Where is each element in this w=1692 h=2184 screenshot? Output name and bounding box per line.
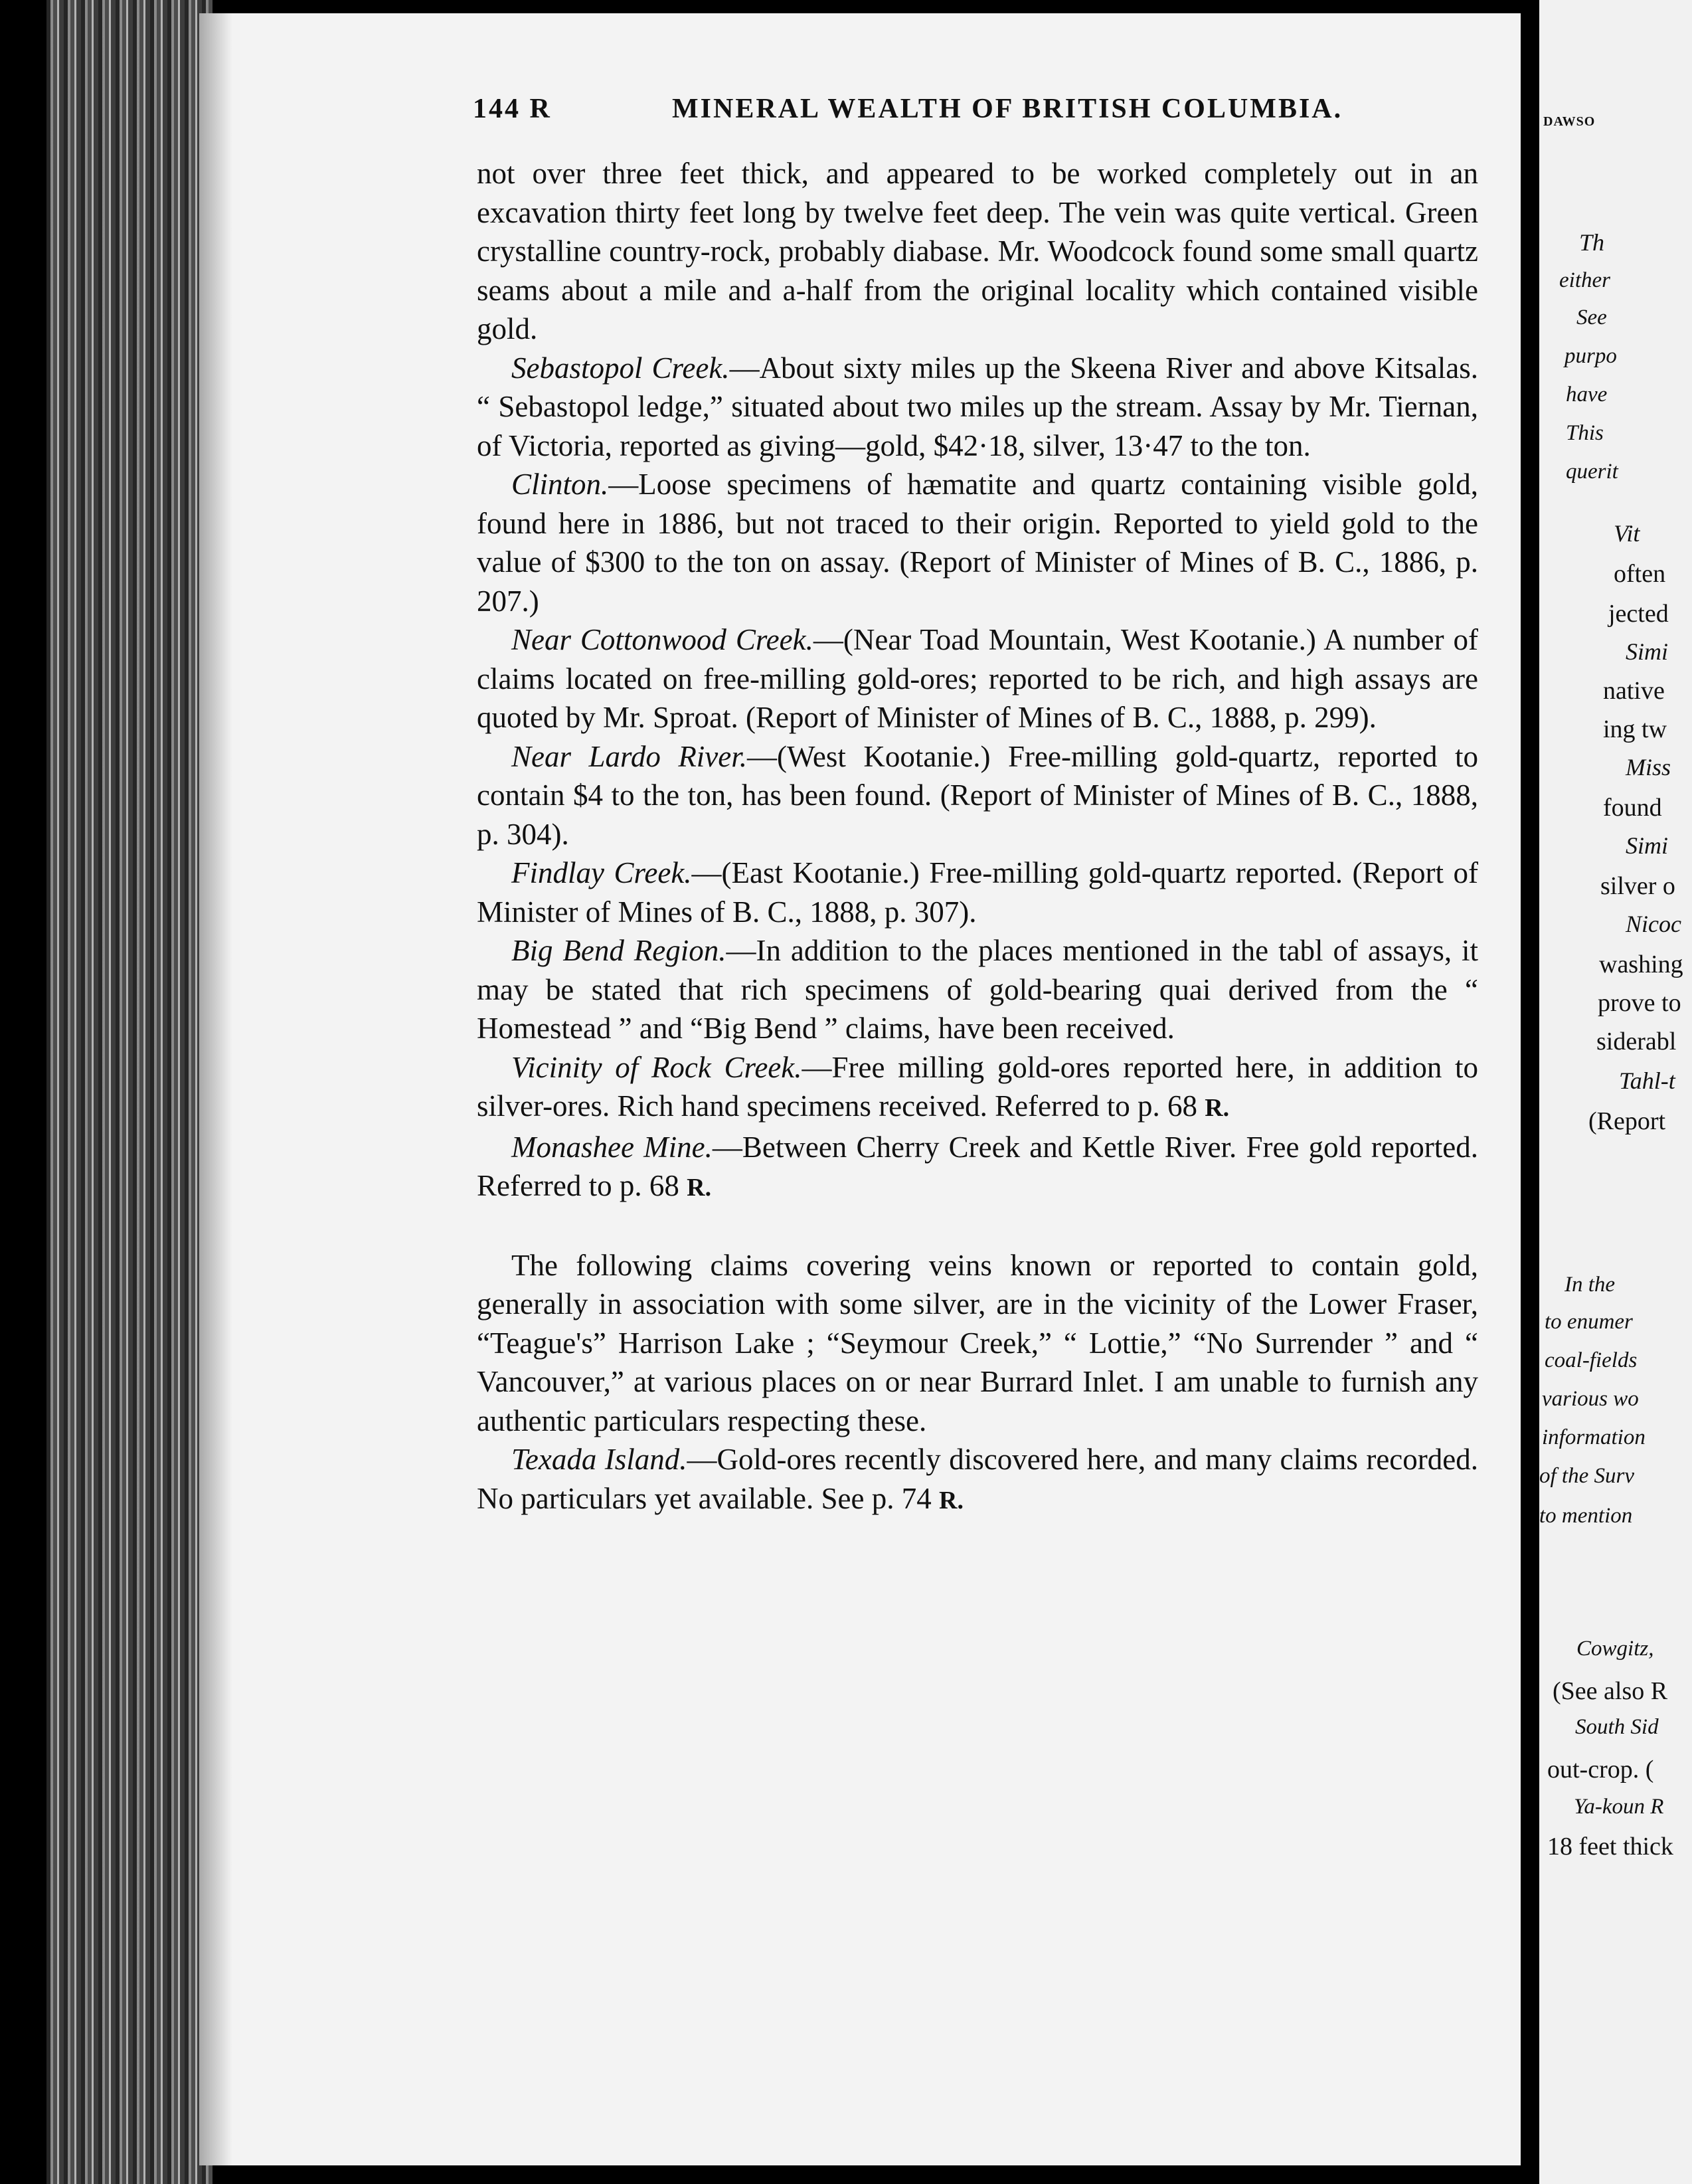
paragraph-lead: Sebastopol Creek. [511, 351, 730, 385]
gutter-shadow [199, 13, 232, 2165]
adjacent-line: Vit [1614, 520, 1640, 547]
adjacent-line: Ya-koun R [1574, 1795, 1664, 1819]
adjacent-line: siderabl [1596, 1028, 1677, 1055]
adjacent-line: Cowgitz, [1576, 1637, 1654, 1661]
paragraph [477, 931, 1478, 1048]
adjacent-page-strip [1539, 0, 1692, 2184]
adjacent-line: coal-fields [1545, 1348, 1638, 1372]
adjacent-line: ing tw [1603, 715, 1667, 743]
adjacent-line: Simi [1626, 832, 1669, 859]
adjacent-line: found [1603, 794, 1662, 822]
adjacent-line: Th [1579, 229, 1605, 256]
paragraph-lead: Near Lardo River. [511, 739, 748, 773]
adjacent-line: washing [1599, 951, 1683, 978]
adjacent-line: to mention [1539, 1504, 1633, 1528]
paragraph-body: —(West Kootanie.) Free-milling gold-quartz, reported to contain $4 to the ton, has been found. (Report of Minister of Mines of B. C., 1888, p. 304). [477, 739, 1478, 851]
paragraph [477, 737, 1478, 854]
adjacent-line: querit [1566, 460, 1618, 484]
paragraph-body: —Free milling gold-ores reported here, in addition to silver-ores. Rich hand specimens received. Referred to p. 68 [477, 1050, 1478, 1123]
adjacent-line: out-crop. ( [1547, 1756, 1654, 1783]
paragraph-body: —(Near Toad Mountain, West Kootanie.) A number of claims located on free-milling gold-ores; reported to be rich, and high assays are quoted by Mr. Sproat. (Report of Minister of Mines of B. C., 1888, p. 299). [477, 623, 1478, 734]
adjacent-line: have [1566, 383, 1608, 407]
adjacent-line: Miss [1626, 754, 1671, 780]
paragraph [477, 349, 1478, 466]
running-title: MINERAL WEALTH OF BRITISH COLUMBIA. [672, 94, 1343, 124]
adjacent-line: often [1614, 560, 1666, 588]
paragraph [477, 1246, 1478, 1441]
adjacent-line: either [1559, 268, 1610, 292]
adjacent-line: information [1542, 1425, 1646, 1449]
paragraph-body: The following claims covering veins known or reported to contain gold, generally in association with some silver, are in the vicinity of the Lower Fraser, “Teague's” Harrison Lake ; “Seymour Creek,” “ Lottie,” “No Surrender ” and “ Vancouver,” at various places on or near Burrard Inlet. I am unable to furnish any authentic particulars respecting these. [477, 1248, 1478, 1437]
running-header [473, 93, 1482, 139]
paragraph [477, 1128, 1478, 1208]
adjacent-line: This [1566, 421, 1604, 445]
adjacent-line: Tahl-t [1619, 1067, 1675, 1094]
adjacent-line: South Sid [1575, 1715, 1659, 1739]
page-ref-suffix: R. [939, 1486, 964, 1514]
adjacent-line: Simi [1626, 638, 1669, 665]
paragraph [477, 154, 1478, 349]
adjacent-page-header: DAWSO [1543, 114, 1596, 129]
paragraph-lead: Monashee Mine. [511, 1130, 713, 1164]
adjacent-line: prove to [1598, 989, 1681, 1017]
paragraph-body: —In addition to the places mentioned in the tabl of assays, it may be stated that rich specimens of gold-bearing quai derived from the “ Homestead ” and “Big Bend ” claims, have been received. [477, 934, 1478, 1045]
paragraph-lead: Clinton. [511, 468, 609, 501]
page-number: 144 R [473, 94, 552, 124]
adjacent-line: to enumer [1545, 1310, 1633, 1334]
adjacent-line: In the [1565, 1273, 1616, 1297]
paragraph-lead: Vicinity of Rock Creek. [511, 1050, 802, 1084]
paragraph-lead: Texada Island. [511, 1443, 687, 1476]
paragraph-body: —About sixty miles up the Skeena River and above Kitsalas. “ Sebastopol ledge,” situated about two miles up the stream. Assay by Mr. Tiernan, of Victoria, reported as giving—gold, $42·18, silver, 13·47 to the ton. [477, 351, 1478, 462]
adjacent-line: native [1603, 677, 1665, 705]
paragraph-body: —Loose specimens of hæmatite and quartz containing visible gold, found here in 1886, but not traced to their origin. Reported to yield gold to the value of $300 to the ton on assay. (Report of Minister of Mines of B. C., 1886, p. 207.) [477, 468, 1478, 618]
paragraph-lead: Near Cottonwood Creek. [511, 623, 813, 656]
body-text [477, 154, 1478, 1520]
adjacent-line: (See also R [1553, 1677, 1668, 1705]
paragraph [477, 620, 1478, 737]
adjacent-line: See [1576, 306, 1607, 329]
paragraph [477, 854, 1478, 931]
paragraph-body: not over three feet thick, and appeared to be worked completely out in an excavation thirty feet long by twelve feet deep. The vein was quite vertical. Green crystalline country-rock, probably diabase. Mr. Woodcock found some small quartz seams about a mile and a-half from the original locality which contained visible gold. [477, 157, 1478, 345]
paragraph-body: —Gold-ores recently discovered here, and many claims recorded. No particulars yet available. See p. 74 [477, 1443, 1478, 1515]
adjacent-line: (Report [1588, 1107, 1666, 1135]
paragraph [477, 465, 1478, 620]
adjacent-line: 18 feet thick [1547, 1833, 1673, 1861]
page-gap [1521, 0, 1539, 2184]
paragraph-body: —(East Kootanie.) Free-milling gold-quartz reported. (Report of Minister of Mines of B. C., 1888, p. 307). [477, 856, 1478, 929]
paragraph-lead: Findlay Creek. [511, 856, 692, 889]
book-spine-edge [46, 0, 212, 2184]
adjacent-line: jected [1608, 600, 1669, 628]
paragraph-body: —Between Cherry Creek and Kettle River. Free gold reported. Referred to p. 68 [477, 1130, 1479, 1202]
adjacent-line: silver o [1600, 872, 1675, 900]
adjacent-line: various wo [1542, 1387, 1639, 1411]
page-ref-suffix: R. [687, 1174, 712, 1202]
adjacent-line: Nicoc [1626, 911, 1681, 937]
paragraph [477, 1048, 1478, 1128]
paragraph [477, 1440, 1478, 1520]
adjacent-line: purpo [1565, 344, 1617, 368]
paragraph-lead: Big Bend Region. [511, 934, 726, 967]
page-ref-suffix: R. [1205, 1094, 1230, 1122]
adjacent-line: of the Surv [1539, 1464, 1634, 1488]
